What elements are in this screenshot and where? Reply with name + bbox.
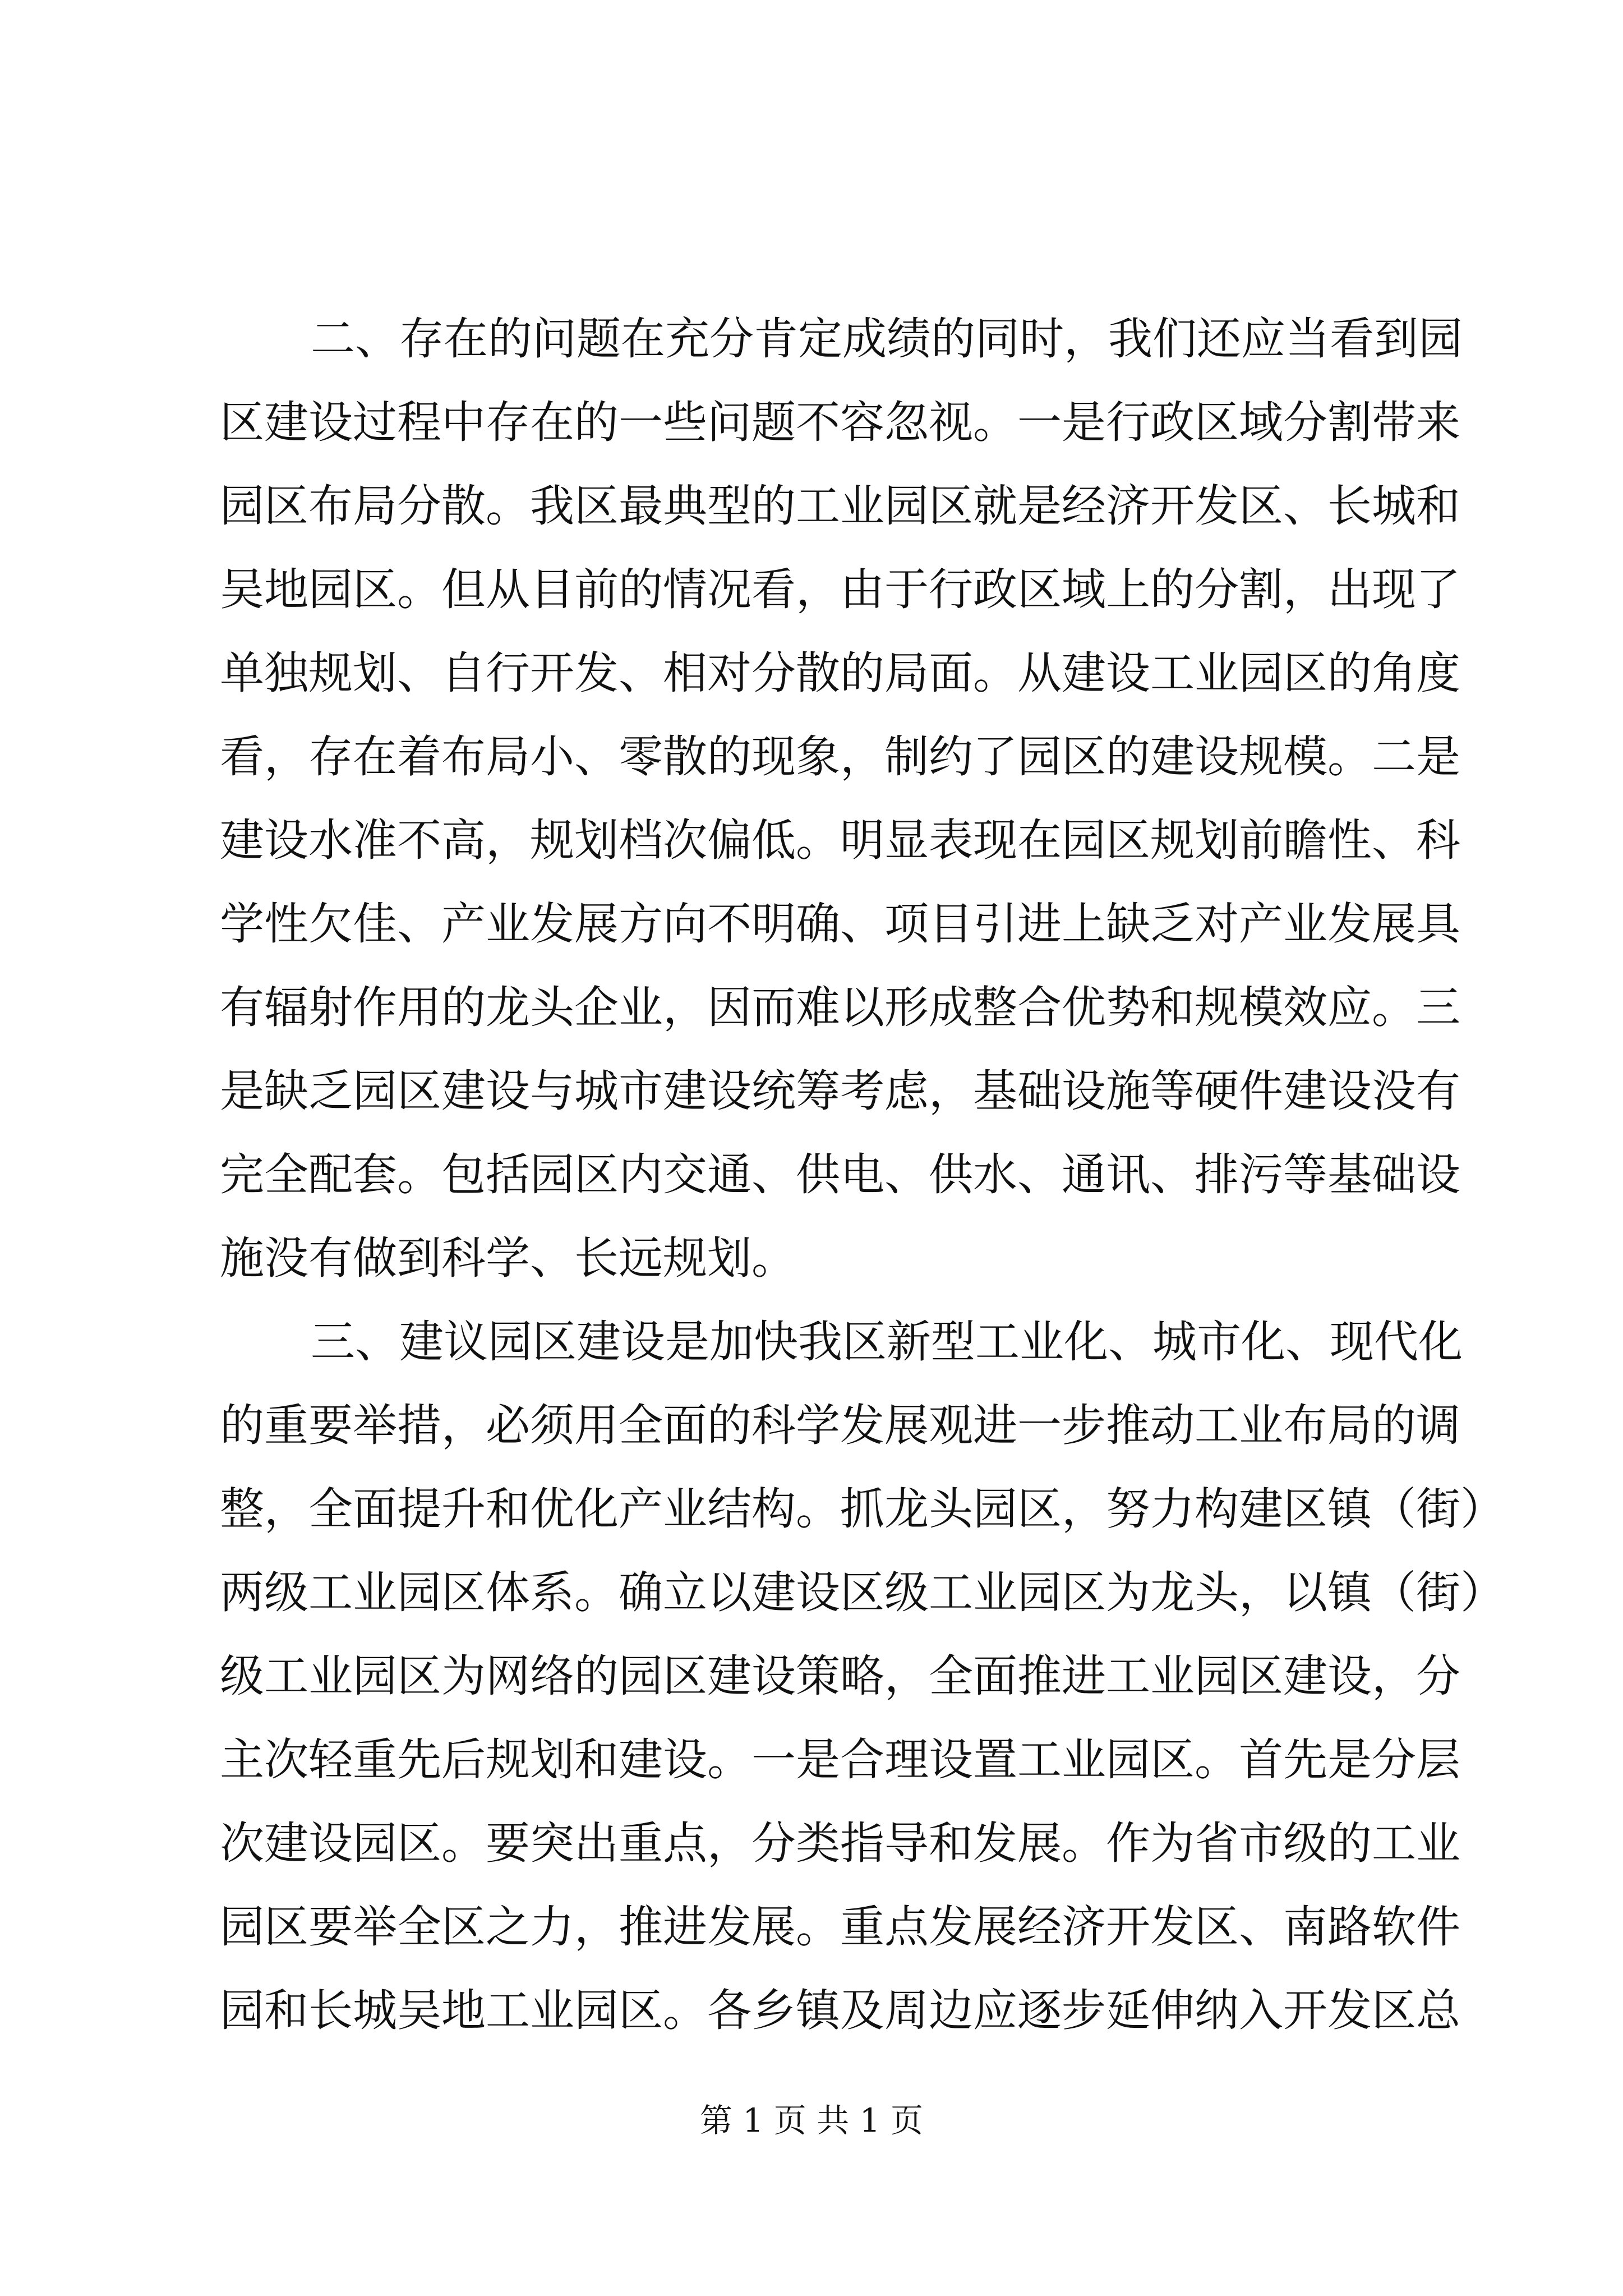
text-line: 吴地园区。但从目前的情况看，由于行政区域上的分割，出现了 bbox=[220, 564, 1460, 615]
text-line: 看，存在着布局小、零散的现象，制约了园区的建设规模。二是 bbox=[220, 731, 1460, 783]
text-line: 的重要举措，必须用全面的科学发展观进一步推动工业布局的调 bbox=[220, 1400, 1460, 1451]
text-line: 区建设过程中存在的一些问题不容忽视。一是行政区域分割带来 bbox=[220, 397, 1460, 448]
text-line: 主次轻重先后规划和建设。一是合理设置工业园区。首先是分层 bbox=[220, 1734, 1460, 1786]
text-line: 三、建议园区建设是加快我区新型工业化、城市化、现代化 bbox=[311, 1316, 1463, 1368]
text-line: 两级工业园区体系。确立以建设区级工业园区为龙头，以镇（街） bbox=[220, 1567, 1505, 1618]
text-line: 学性欠佳、产业发展方向不明确、项目引进上缺乏对产业发展具 bbox=[220, 898, 1460, 950]
text-line: 整，全面提升和优化产业结构。抓龙头园区，努力构建区镇（街） bbox=[220, 1483, 1505, 1535]
text-line: 完全配套。包括园区内交通、供电、供水、通讯、排污等基础设 bbox=[220, 1149, 1460, 1200]
text-line: 级工业园区为网络的园区建设策略，全面推进工业园区建设，分 bbox=[220, 1650, 1460, 1702]
text-line: 二、存在的问题在充分肯定成绩的同时，我们还应当看到园 bbox=[311, 313, 1463, 365]
text-line: 园和长城吴地工业园区。各乡镇及周边应逐步延伸纳入开发区总 bbox=[220, 1985, 1460, 2036]
text-line: 园区布局分散。我区最典型的工业园区就是经济开发区、长城和 bbox=[220, 480, 1460, 532]
text-line: 施没有做到科学、长远规划。 bbox=[220, 1232, 796, 1284]
text-line: 建设水准不高，规划档次偏低。明显表现在园区规划前瞻性、科 bbox=[220, 815, 1460, 866]
document-body bbox=[220, 297, 1505, 2053]
page-footer bbox=[0, 2098, 1623, 2143]
text-line: 园区要举全区之力，推进发展。重点发展经济开发区、南路软件 bbox=[220, 1901, 1460, 1953]
paragraph-problems bbox=[220, 297, 1463, 1300]
page-number-label: 第 1 页 共 1 页 bbox=[700, 2101, 923, 2139]
text-line: 单独规划、自行开发、相对分散的局面。从建设工业园区的角度 bbox=[220, 647, 1460, 699]
text-line: 是缺乏园区建设与城市建设统筹考虑，基础设施等硬件建设没有 bbox=[220, 1065, 1460, 1117]
paragraph-suggestions bbox=[220, 1300, 1505, 2053]
text-line: 次建设园区。要突出重点，分类指导和发展。作为省市级的工业 bbox=[220, 1818, 1460, 1869]
text-line: 有辐射作用的龙头企业，因而难以形成整合优势和规模效应。三 bbox=[220, 982, 1460, 1033]
